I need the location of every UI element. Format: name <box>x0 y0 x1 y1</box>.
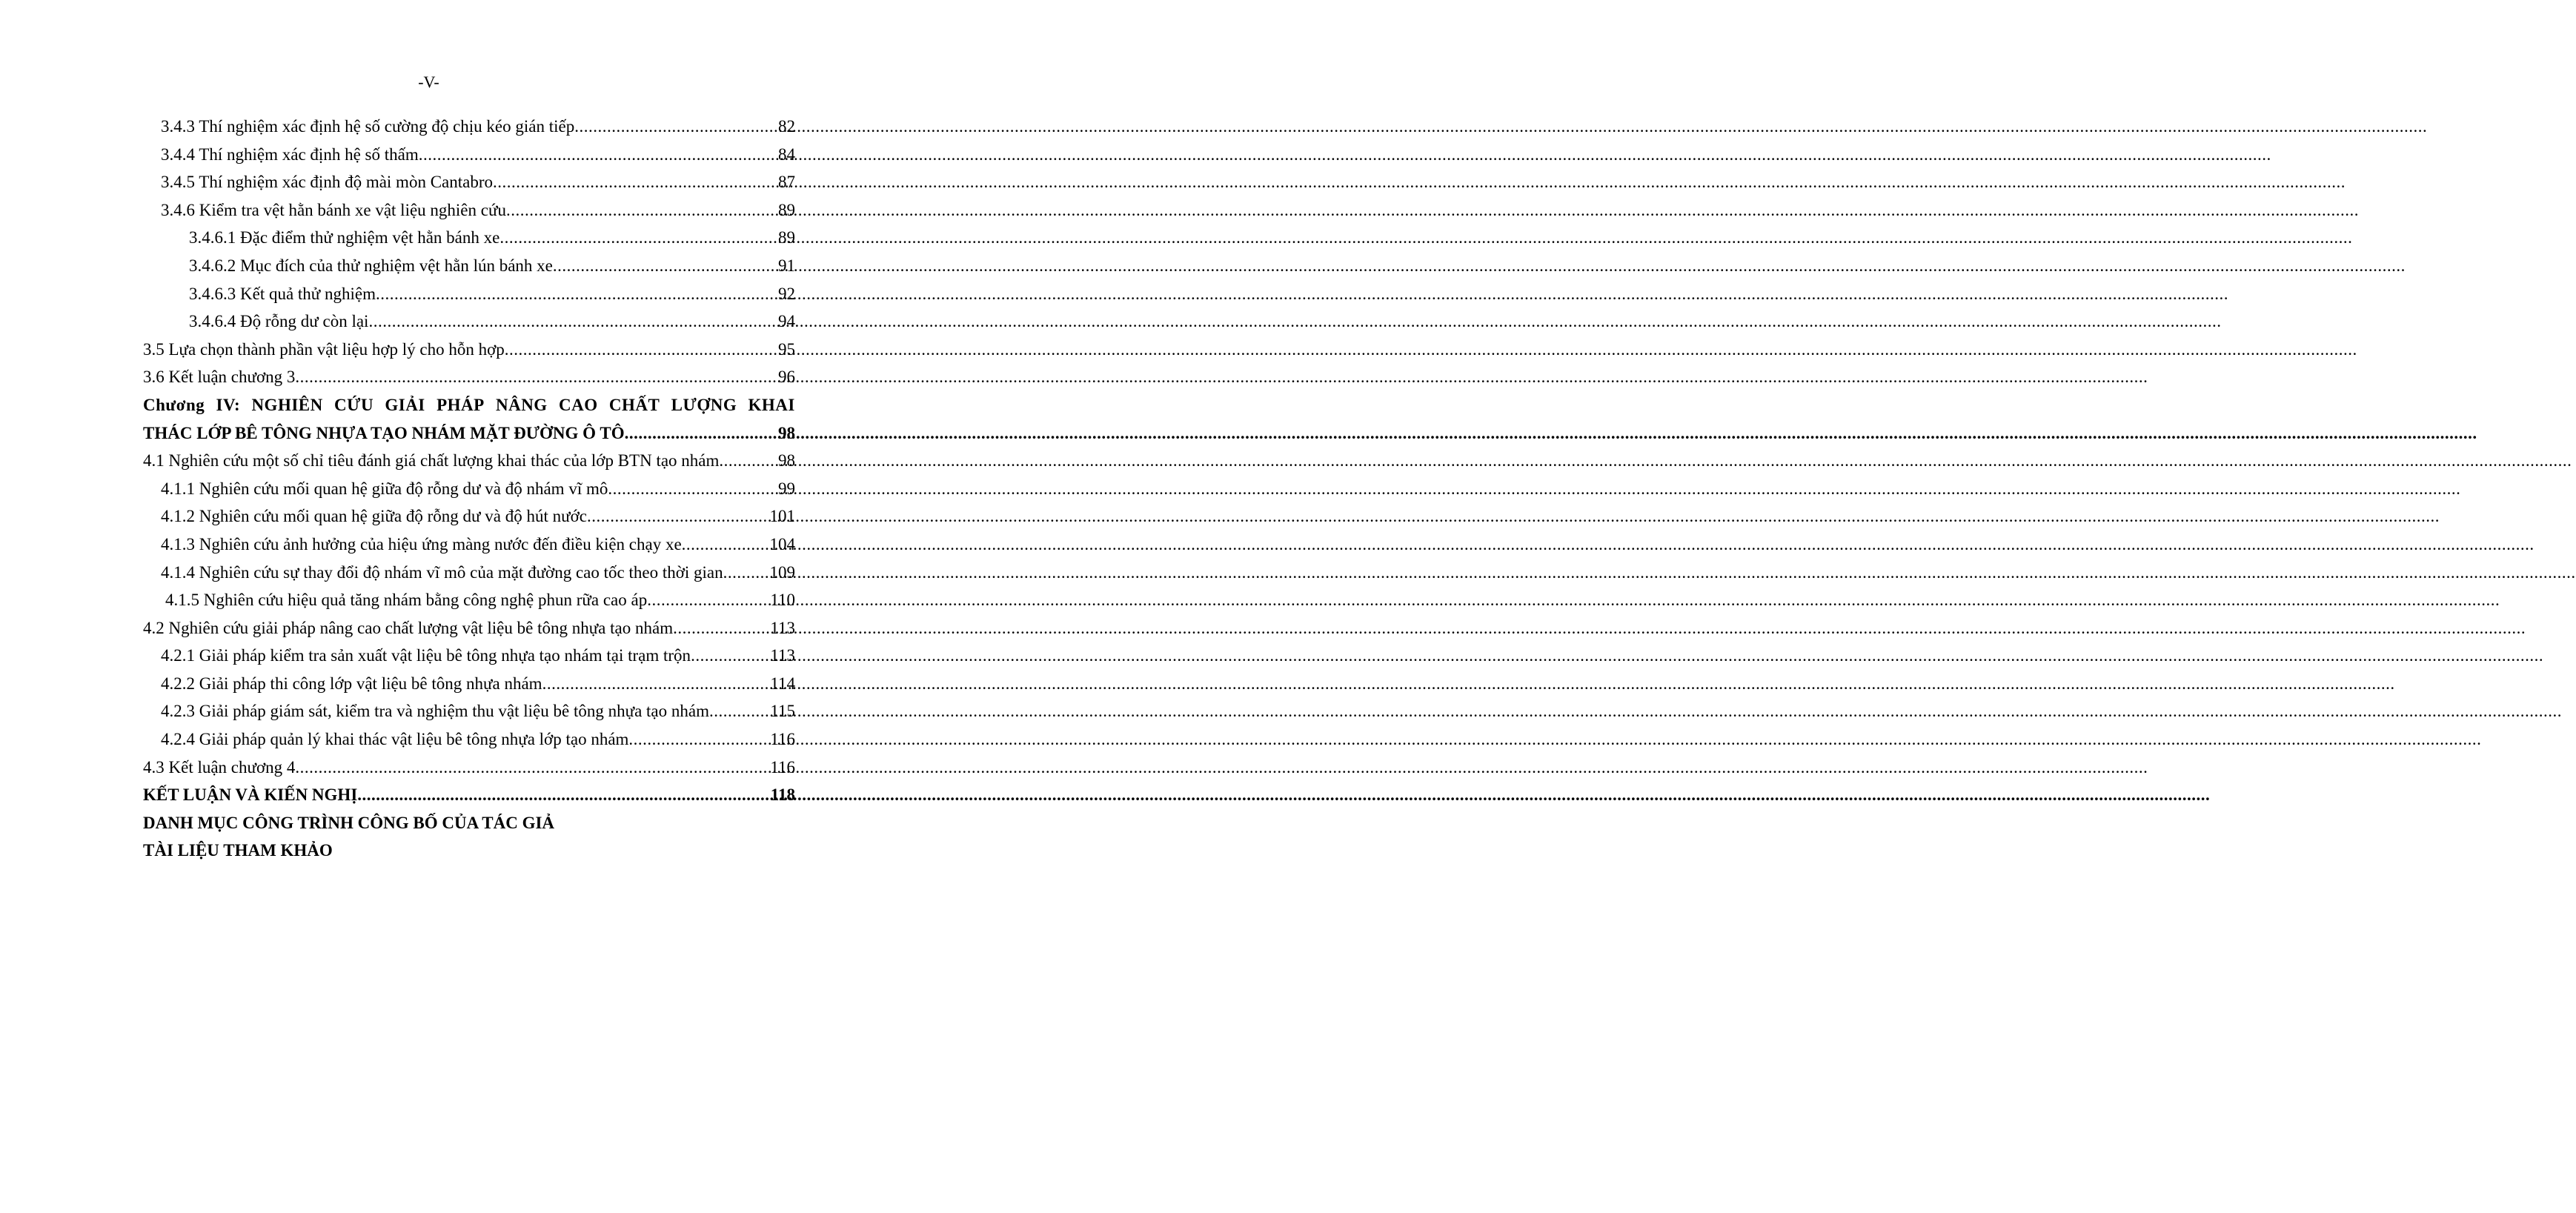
toc-entry-page: 96 <box>778 368 795 387</box>
toc-entry-page: 87 <box>778 173 795 192</box>
table-of-contents <box>143 113 795 865</box>
toc-entry-4-2-3[interactable] <box>143 697 795 725</box>
toc-entry-4-2-1[interactable] <box>143 642 795 670</box>
toc-entry-title: 4.1 Nghiên cứu một số chỉ tiêu đánh giá chất lượng khai thác của lớp BTN tạo nhám <box>143 451 720 471</box>
dot-leader <box>719 447 777 475</box>
chapter-word: CỨU <box>334 395 374 414</box>
toc-entry-page: 118 <box>770 785 795 805</box>
toc-chapter-4-heading[interactable] <box>143 391 795 419</box>
dot-leader <box>506 196 777 225</box>
toc-entry-page: 89 <box>778 200 795 219</box>
dot-leader <box>368 308 777 336</box>
dot-leader <box>682 531 769 559</box>
dot-leader <box>357 781 769 809</box>
dot-leader <box>647 586 769 614</box>
toc-entry-title: KẾT LUẬN VÀ KIẾN NGHỊ <box>143 785 358 805</box>
dot-leader <box>673 614 769 642</box>
toc-entry-page: 114 <box>770 674 795 693</box>
toc-entry-3-6[interactable] <box>143 363 795 391</box>
toc-entry-title: 3.4.6.4 Độ rỗng dư còn lại <box>189 312 369 331</box>
toc-entry-page: 116 <box>770 730 795 749</box>
toc-entry-page: 94 <box>778 312 795 331</box>
chapter-word: LƯỢNG <box>671 395 737 414</box>
toc-entry-conclusion[interactable] <box>143 781 795 809</box>
chapter-word: NÂNG <box>495 395 548 414</box>
toc-entry-4-2-2[interactable] <box>143 670 795 698</box>
toc-entry-page: 113 <box>770 646 795 665</box>
toc-entry-4-3[interactable] <box>143 754 795 782</box>
toc-entry-4-2-4[interactable] <box>143 725 795 754</box>
toc-entry-title: 4.1.4 Nghiên cứu sự thay đổi độ nhám vĩ mô của mặt đường cao tốc theo thời gian <box>161 562 723 582</box>
dot-leader <box>628 725 769 754</box>
toc-entry-title: 3.6 Kết luận chương 3 <box>143 368 296 387</box>
toc-entry-3-4-6-1[interactable] <box>143 224 795 252</box>
chapter-word: CHẤT <box>608 395 660 414</box>
toc-entry-title: THÁC LỚP BÊ TÔNG NHỰA TẠO NHÁM MẶT ĐƯỜNG Ô TÔ <box>143 423 625 442</box>
toc-entry-title: 3.4.4 Thí nghiệm xác định hệ số thấm <box>161 144 419 164</box>
dot-leader <box>574 113 777 141</box>
toc-entry-4-1-1[interactable] <box>143 475 795 503</box>
toc-entry-references[interactable]: TÀI LIỆU THAM KHẢO <box>143 841 333 860</box>
toc-entry-3-5[interactable] <box>143 336 795 364</box>
toc-entry-4-1-3[interactable] <box>143 531 795 559</box>
toc-entry-title: 4.1.1 Nghiên cứu mối quan hệ giữa độ rỗng dư và độ nhám vĩ mô <box>161 479 608 498</box>
toc-entry-page: 116 <box>770 757 795 777</box>
toc-entry-page: 92 <box>778 284 795 303</box>
toc-entry-page: 84 <box>778 144 795 164</box>
toc-entry-3-4-6-3[interactable] <box>143 280 795 308</box>
toc-entry-3-4-3[interactable] <box>143 113 795 141</box>
toc-entry-page: 91 <box>778 256 795 275</box>
dot-leader <box>499 224 777 252</box>
toc-entry-4-2[interactable] <box>143 614 795 642</box>
toc-entry-4-1-2[interactable] <box>143 502 795 531</box>
toc-entry-3-4-4[interactable] <box>143 141 795 169</box>
toc-entry-4-1[interactable] <box>143 447 795 475</box>
toc-entry-title: 3.4.6.3 Kết quả thử nghiệm <box>189 284 376 303</box>
chapter-word: NGHIÊN <box>251 395 323 414</box>
dot-leader <box>295 363 777 391</box>
chapter-word: GIẢI <box>385 395 425 414</box>
toc-entry-page: 82 <box>778 117 795 136</box>
toc-entry-page: 109 <box>769 562 795 582</box>
dot-leader <box>608 475 777 503</box>
toc-entry-3-4-5[interactable] <box>143 168 795 196</box>
toc-chapter-4-heading-line2[interactable] <box>143 419 795 448</box>
chapter-word: IV: <box>216 395 241 414</box>
dot-leader <box>376 280 777 308</box>
toc-entry-page: 113 <box>770 618 795 637</box>
dot-leader <box>419 141 777 169</box>
dot-leader <box>493 168 777 196</box>
dot-leader <box>553 252 777 280</box>
dot-leader <box>723 559 769 587</box>
dot-leader <box>625 419 777 448</box>
toc-entry-publications[interactable]: DANH MỤC CÔNG TRÌNH CÔNG BỐ CỦA TÁC GIẢ <box>143 813 555 832</box>
toc-entry-page: 89 <box>778 228 795 247</box>
toc-entry-page: 110 <box>770 591 795 610</box>
toc-entry-page: 98 <box>778 451 795 471</box>
toc-entry-title: 3.4.3 Thí nghiệm xác định hệ số cường độ chịu kéo gián tiếp <box>161 117 575 136</box>
toc-entry-4-1-5[interactable] <box>143 586 795 614</box>
toc-entry-title: 3.4.5 Thí nghiệm xác định độ mài mòn Cantabro <box>161 173 494 192</box>
toc-entry-title: 4.2.2 Giải pháp thi công lớp vật liệu bê tông nhựa nhám <box>161 674 542 693</box>
toc-entry-title: 4.2.1 Giải pháp kiểm tra sản xuất vật liệu bê tông nhựa tạo nhám tại trạm trộn <box>161 646 691 665</box>
toc-entry-3-4-6-2[interactable] <box>143 252 795 280</box>
dot-leader <box>709 697 769 725</box>
toc-entry-title: 3.4.6 Kiểm tra vệt hằn bánh xe vật liệu nghiên cứu <box>161 200 506 219</box>
dot-leader <box>295 754 769 782</box>
toc-entry-title: 4.2 Nghiên cứu giải pháp nâng cao chất lượng vật liệu bê tông nhựa tạo nhám <box>143 618 674 637</box>
toc-entry-title: 3.4.6.1 Đặc điểm thử nghiệm vệt hằn bánh xe <box>189 228 500 247</box>
toc-entry-title: 4.3 Kết luận chương 4 <box>143 757 296 777</box>
toc-entry-page: 95 <box>778 339 795 359</box>
toc-entry-page: 115 <box>770 702 795 721</box>
toc-entry-page: 98 <box>778 423 795 442</box>
dot-leader <box>542 670 769 698</box>
toc-entry-title: 3.4.6.2 Mục đích của thử nghiệm vệt hằn lún bánh xe <box>189 256 553 275</box>
chapter-word: CAO <box>559 395 598 414</box>
toc-entry-title: 4.1.3 Nghiên cứu ảnh hưởng của hiệu ứng màng nước đến điều kiện chạy xe <box>161 534 682 554</box>
toc-entry-title: 4.1.5 Nghiên cứu hiệu quả tăng nhám bằng công nghệ phun rữa cao áp <box>165 591 648 610</box>
page-number: -V- <box>418 73 439 91</box>
toc-entry-4-1-4[interactable] <box>143 559 795 587</box>
chapter-word: KHAI <box>748 395 795 414</box>
dot-leader <box>587 502 769 531</box>
toc-entry-page: 99 <box>778 479 795 498</box>
toc-entry-title: 4.2.3 Giải pháp giám sát, kiểm tra và nghiệm thu vật liệu bê tông nhựa tạo nhám <box>161 702 709 721</box>
dot-leader <box>691 642 769 670</box>
toc-entry-page: 104 <box>769 534 795 554</box>
dot-leader <box>505 336 777 364</box>
toc-entry-title: 3.5 Lựa chọn thành phần vật liệu hợp lý cho hỗn hợp <box>143 339 505 359</box>
chapter-word: Chương <box>143 395 205 414</box>
toc-entry-3-4-6-4[interactable] <box>143 308 795 336</box>
toc-entry-title: 4.1.2 Nghiên cứu mối quan hệ giữa độ rỗng dư và độ hút nước <box>161 507 587 526</box>
toc-entry-3-4-6[interactable] <box>143 196 795 225</box>
toc-entry-title: 4.2.4 Giải pháp quản lý khai thác vật liệu bê tông nhựa lớp tạo nhám <box>161 730 629 749</box>
chapter-word: PHÁP <box>436 395 485 414</box>
toc-entry-page: 101 <box>769 507 795 526</box>
